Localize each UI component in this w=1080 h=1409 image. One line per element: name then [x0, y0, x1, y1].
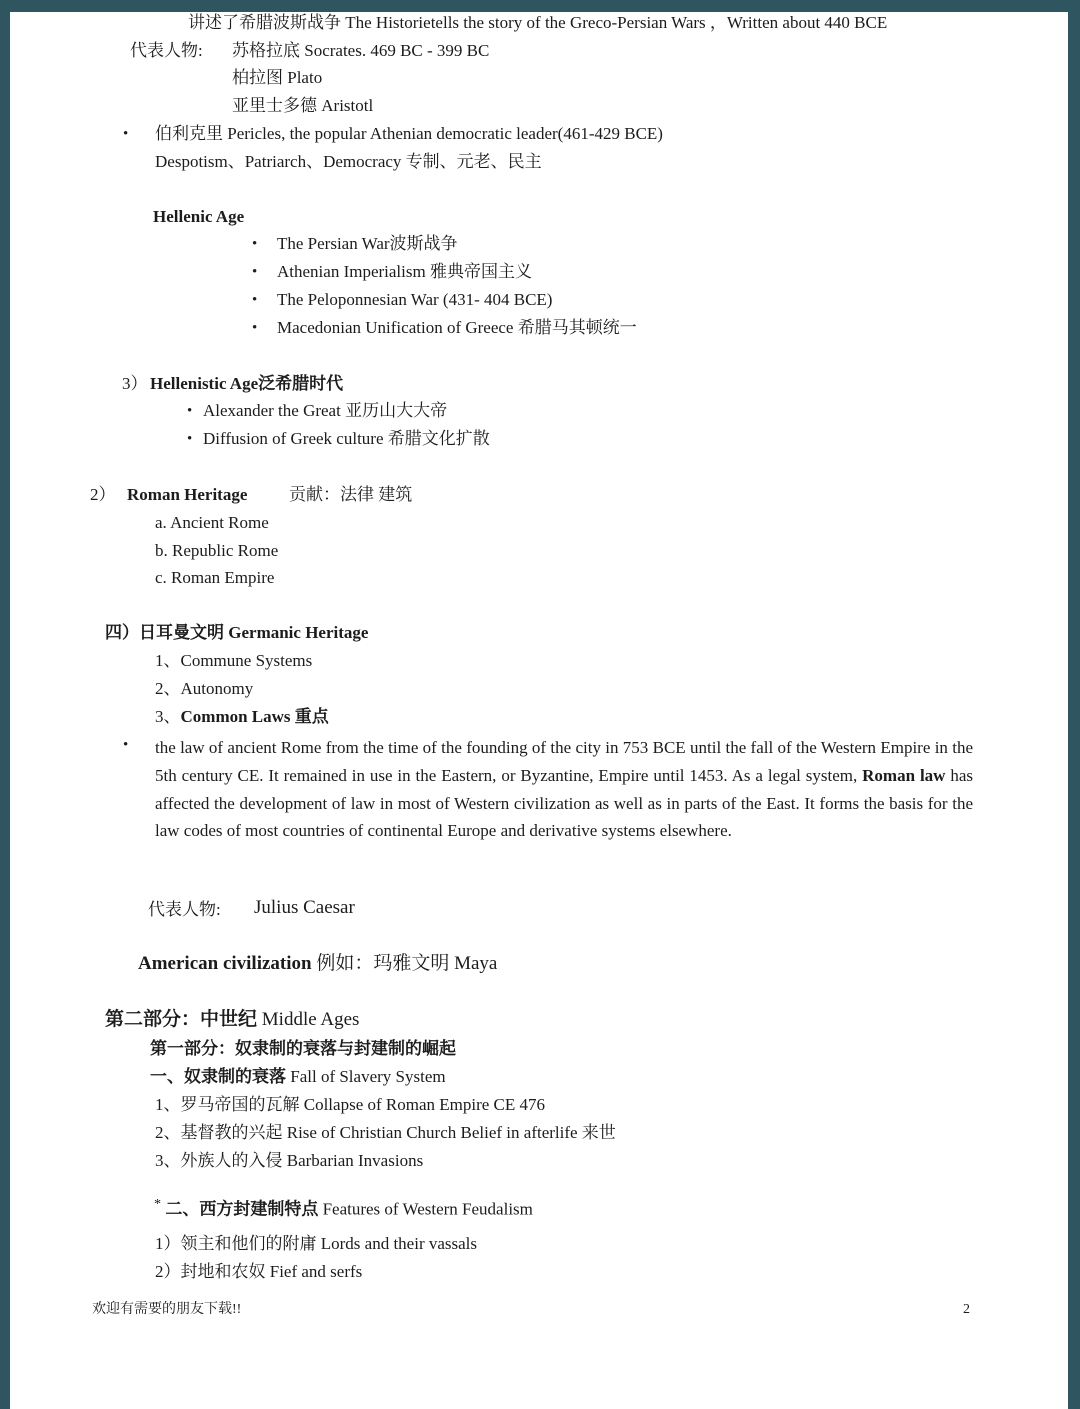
roman-law-text-pre: the law of ancient Rome from the time of the founding of the city in 753 BCE until the fall of the Western Empire in the 5th century CE. It remained in use in the Eastern, or Byzantine, Empire until 1453. As a legal system, — [155, 738, 973, 785]
historia-line: 讲述了希腊波斯战争 The Historietells the story of the Greco-Persian Wars ，Written about 440 BCE — [188, 13, 888, 32]
germanic-item-number: 3、 — [155, 707, 181, 726]
roman-item: b. Republic Rome — [155, 541, 279, 560]
hellenic-item: Macedonian Unification of Greece 希腊马其顿统一 — [277, 318, 637, 337]
governments-line: Despotism、Patriarch、Democracy 专制、元老、民主 — [155, 152, 542, 171]
germanic-item: 2、Autonomy — [155, 679, 254, 698]
hellenic-age-heading: Hellenic Age — [153, 207, 245, 226]
roman-law-text-post: has affected the development of law in most of Western civilization as well as in parts of the East. It forms the basis for the law codes of most countries of continental Europe and derivative systems elsewhere. — [155, 765, 974, 841]
roman-item: a. Ancient Rome — [155, 513, 269, 532]
bullet-icon: • — [252, 236, 258, 252]
hellenic-item: The Peloponnesian War (431- 404 BCE) — [277, 290, 553, 309]
roman-law-bold: Roman law — [862, 765, 946, 785]
asterisk-mark: * — [154, 1196, 162, 1212]
american-civilization-line — [138, 953, 497, 975]
roman-law-paragraph — [155, 734, 973, 845]
representative-label: 代表人物: — [130, 41, 203, 60]
bullet-icon: • — [123, 126, 129, 142]
slavery-item: 2、基督教的兴起 Rise of Christian Church Belief in afterlife 来世 — [155, 1123, 616, 1142]
common-laws-label: Common Laws 重点 — [180, 707, 329, 726]
footer-note: 欢迎有需要的朋友下载!! — [92, 1302, 242, 1317]
roman-item: c. Roman Empire — [155, 568, 275, 587]
feudalism-heading-bold: 二、西方封建制特点 — [165, 1199, 319, 1219]
middle-ages-heading — [105, 1009, 359, 1031]
pericles-line: 伯利克里 Pericles, the popular Athenian democratic leader(461-429 BCE) — [155, 124, 663, 143]
caesar-label: 代表人物: — [148, 900, 221, 919]
feudalism-heading — [154, 1193, 533, 1221]
hellenistic-heading: Hellenistic Age泛希腊时代 — [150, 374, 344, 393]
bullet-icon: • — [187, 431, 193, 447]
middle-ages-title-rest: Middle Ages — [261, 1009, 360, 1030]
germanic-heading: 四）日耳曼文明 Germanic Heritage — [105, 623, 369, 642]
plato-line: 柏拉图 Plato — [232, 68, 323, 87]
hellenistic-item: Diffusion of Greek culture 希腊文化扩散 — [203, 429, 490, 448]
slavery-heading — [150, 1066, 446, 1088]
feudalism-item: 1）领主和他们的附庸 Lords and their vassals — [155, 1234, 478, 1253]
hellenistic-item: Alexander the Great 亚历山大大帝 — [203, 401, 448, 420]
american-civilization-heading: American civilization — [138, 953, 312, 974]
bullet-icon: • — [252, 292, 258, 308]
roman-number: 2） — [90, 485, 116, 504]
slavery-heading-bold: 一、奴隶制的衰落 — [150, 1067, 286, 1086]
bullet-icon: • — [123, 737, 129, 753]
socrates-line: 苏格拉底 Socrates. 469 BC - 399 BC — [232, 41, 490, 60]
feudalism-heading-rest: Features of Western Feudalism — [322, 1199, 533, 1219]
caesar-name: Julius Caesar — [254, 897, 355, 918]
hellenistic-number: 3） — [122, 374, 148, 393]
bullet-icon: • — [252, 320, 258, 336]
roman-contribution: 贡献：法律 建筑 — [289, 485, 413, 504]
document-page — [10, 12, 1068, 1409]
slavery-item: 1、罗马帝国的瓦解 Collapse of Roman Empire CE 476 — [155, 1095, 546, 1114]
bullet-icon: • — [252, 264, 258, 280]
american-civilization-example: 例如：玛雅文明 Maya — [316, 953, 498, 974]
slavery-item: 3、外族人的入侵 Barbarian Invasions — [155, 1151, 424, 1170]
germanic-item: 1、Commune Systems — [155, 651, 313, 670]
slavery-heading-rest: Fall of Slavery System — [290, 1067, 446, 1086]
hellenic-item: Athenian Imperialism 雅典帝国主义 — [277, 262, 532, 281]
aristotle-line: 亚里士多德 Aristotl — [232, 96, 374, 115]
feudalism-item: 2）封地和农奴 Fief and serfs — [155, 1262, 363, 1281]
bullet-icon: • — [187, 403, 193, 419]
middle-ages-subheading: 第一部分：奴隶制的衰落与封建制的崛起 — [150, 1039, 456, 1058]
page-number: 2 — [963, 1302, 970, 1317]
germanic-item-common-laws — [155, 706, 329, 728]
hellenic-item: The Persian War波斯战争 — [277, 234, 458, 253]
middle-ages-title-bold: 第二部分：中世纪 — [105, 1009, 258, 1030]
roman-heritage-heading: Roman Heritage — [127, 485, 248, 504]
